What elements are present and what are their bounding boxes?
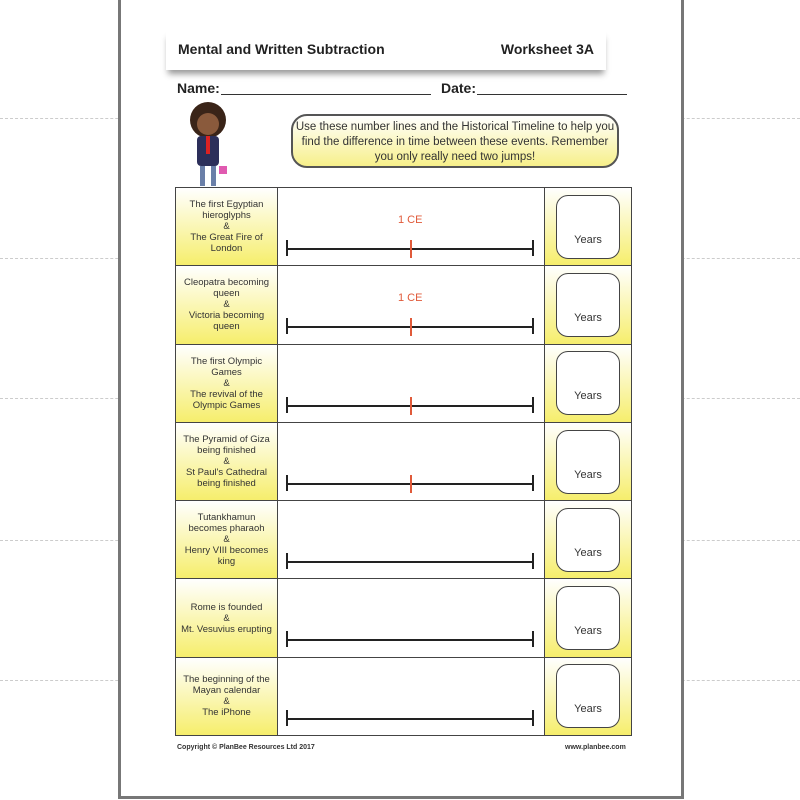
years-label: Years <box>574 233 602 246</box>
table-row <box>176 266 631 344</box>
table-row <box>176 658 631 735</box>
date-label: Date: <box>441 80 477 96</box>
event-pair-label: The beginning of the Mayan calendar & The iPhone <box>176 658 278 735</box>
answer-cell <box>545 345 631 422</box>
ce-tick-mark <box>410 397 412 415</box>
number-line-end-tick <box>532 397 534 413</box>
worksheet-title: Mental and Written Subtraction <box>178 41 385 57</box>
years-label: Years <box>574 625 602 638</box>
worksheet-page <box>118 0 684 799</box>
table-row <box>176 423 631 501</box>
number-line-area[interactable] <box>278 345 545 422</box>
answer-box[interactable] <box>556 430 620 494</box>
answer-box[interactable] <box>556 586 620 650</box>
name-label: Name: <box>177 80 220 96</box>
answer-box[interactable] <box>556 195 620 259</box>
event-pair-label: The first Egyptian hieroglyphs & The Great Fire of London <box>176 188 278 265</box>
table-row <box>176 345 631 423</box>
answer-cell <box>545 188 631 265</box>
number-line <box>286 718 534 720</box>
event-pair-label: Tutankhamun becomes pharaoh & Henry VIII becomes king <box>176 501 278 578</box>
number-line-end-tick <box>532 318 534 334</box>
number-line-area[interactable] <box>278 423 545 500</box>
years-label: Years <box>574 311 602 324</box>
event-pair-label: The first Olympic Games & The revival of the Olympic Games <box>176 345 278 422</box>
number-line-end-tick <box>532 475 534 491</box>
answer-cell <box>545 501 631 578</box>
worksheet-header <box>166 30 606 70</box>
event-pair-label: The Pyramid of Giza being finished & St Paul's Cathedral being finished <box>176 423 278 500</box>
number-line <box>286 639 534 641</box>
name-line <box>221 94 431 95</box>
number-line-area[interactable] <box>278 188 545 265</box>
date-line <box>477 94 627 95</box>
copyright-text: Copyright © PlanBee Resources Ltd 2017 <box>177 744 315 751</box>
number-line-area[interactable] <box>278 501 545 578</box>
answer-cell <box>545 266 631 343</box>
years-label: Years <box>574 703 602 716</box>
website-text: www.planbee.com <box>565 744 626 751</box>
number-line-end-tick <box>532 631 534 647</box>
answer-box[interactable] <box>556 508 620 572</box>
years-label: Years <box>574 468 602 481</box>
years-label: Years <box>574 546 602 559</box>
answer-cell <box>545 658 631 735</box>
number-line-end-tick <box>532 710 534 726</box>
ce-marker-label: 1 CE <box>398 214 423 226</box>
ce-tick-mark <box>410 475 412 493</box>
number-line-area[interactable] <box>278 266 545 343</box>
event-pair-label: Rome is founded & Mt. Vesuvius erupting <box>176 579 278 656</box>
worksheet-number: Worksheet 3A <box>500 41 594 57</box>
answer-cell <box>545 423 631 500</box>
number-line-end-tick <box>532 240 534 256</box>
event-pair-label: Cleopatra becoming queen & Victoria becoming queen <box>176 266 278 343</box>
number-line-start-tick <box>286 240 288 256</box>
instruction-speech-bubble: Use these number lines and the Historical Timeline to help you find the difference in time between these events. Remember you only really need two jumps! <box>291 114 619 168</box>
years-label: Years <box>574 390 602 403</box>
number-line-start-tick <box>286 397 288 413</box>
number-line-start-tick <box>286 631 288 647</box>
number-line-start-tick <box>286 318 288 334</box>
ce-tick-mark <box>410 240 412 258</box>
answer-cell <box>545 579 631 656</box>
number-line-area[interactable] <box>278 658 545 735</box>
answer-box[interactable] <box>556 351 620 415</box>
number-line-start-tick <box>286 475 288 491</box>
answer-box[interactable] <box>556 273 620 337</box>
table-row <box>176 579 631 657</box>
girl-character-icon <box>183 100 233 190</box>
number-line-start-tick <box>286 710 288 726</box>
table-row <box>176 188 631 266</box>
number-line-start-tick <box>286 553 288 569</box>
events-table <box>175 187 632 736</box>
table-row <box>176 501 631 579</box>
number-line <box>286 561 534 563</box>
ce-marker-label: 1 CE <box>398 292 423 305</box>
ce-tick-mark <box>410 318 412 336</box>
number-line-end-tick <box>532 553 534 569</box>
answer-box[interactable] <box>556 664 620 728</box>
number-line-area[interactable] <box>278 579 545 656</box>
